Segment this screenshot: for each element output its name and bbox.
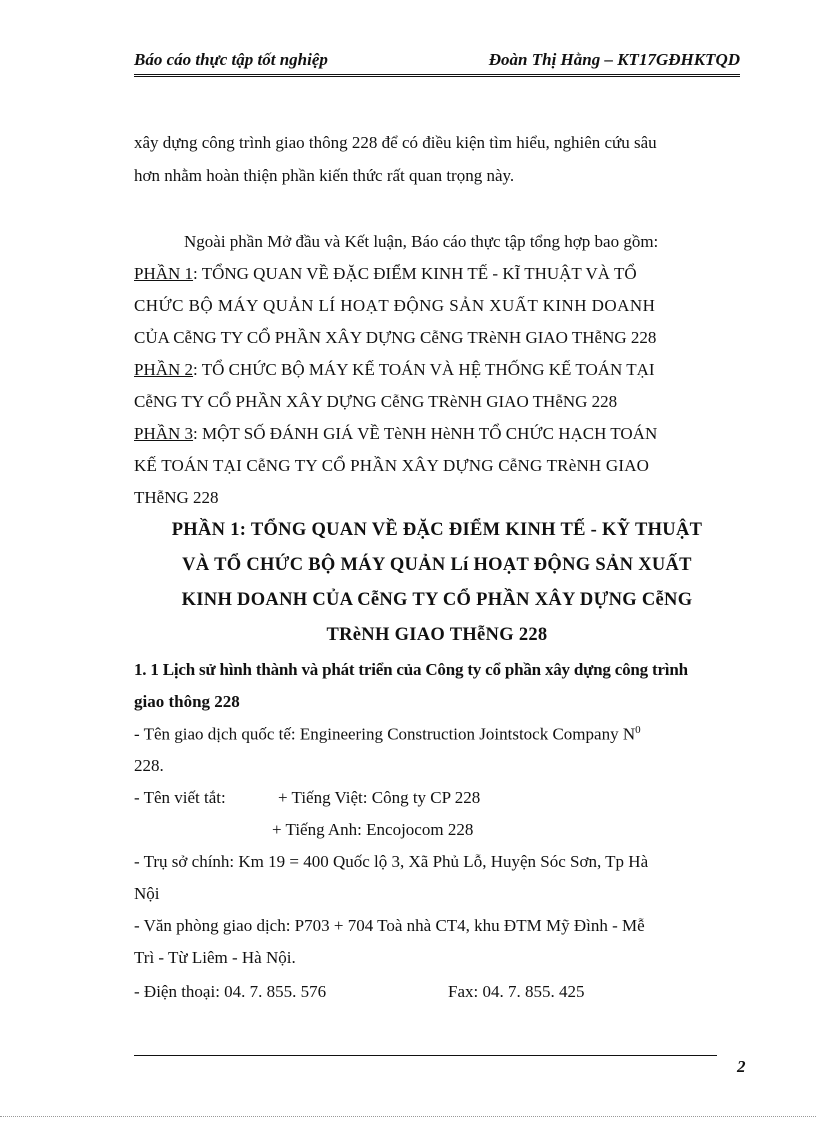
headquarters-line-1: - Trụ sở chính: Km 19 = 400 Quốc lộ 3, Xã Phủ Lỗ, Huyện Sóc Sơn, Tp Hà xyxy=(134,852,649,871)
headquarters-line-2: Nội xyxy=(134,884,160,903)
abbr-label: - Tên viết tắt: xyxy=(134,788,226,807)
phone-number: - Điện thoại: 04. 7. 855. 576 xyxy=(134,982,327,1001)
outline-part1-line3: CỦA CễNG TY CỔ PHẦN XÂY DỰNG CễNG TRèNH GIAO THễNG 228 xyxy=(134,328,657,347)
page-number: 2 xyxy=(737,1057,746,1076)
intl-name-superscript: 0 xyxy=(635,724,641,736)
office-line-1: - Văn phòng giao dịch: P703 + 704 Toà nhà CT4, khu ĐTM Mỹ Đình - Mễ xyxy=(134,916,645,935)
intro-line-1: xây dựng công trình giao thông 228 để có điều kiện tìm hiểu, nghiên cứu sâu xyxy=(134,133,657,152)
outline-lead: Ngoài phần Mở đầu và Kết luận, Báo cáo thực tập tổng hợp bao gồm: xyxy=(184,232,659,251)
abbr-english: + Tiếng Anh: Encojocom 228 xyxy=(272,820,474,839)
part3-label: PHẦN 3 xyxy=(134,424,194,443)
intl-name-line-2: 228. xyxy=(134,756,164,775)
office-line-2: Trì - Từ Liêm - Hà Nội. xyxy=(134,948,296,967)
page-bottom-border xyxy=(0,1116,816,1117)
running-header xyxy=(134,48,740,77)
abbr-vietnamese: + Tiếng Việt: Công ty CP 228 xyxy=(278,788,481,807)
chapter-heading-line-4: TRèNH GIAO THễNG 228 xyxy=(326,625,548,645)
outline-part2-line1: PHẦN 2: TỔ CHỨC BỘ MÁY KẾ TOÁN VÀ HỆ THỐNG KẾ TOÁN TẠI xyxy=(134,360,655,379)
chapter-heading-line-3: KINH DOANH CỦA CễNG TY CỔ PHẦN XÂY DỰNG CễNG xyxy=(181,590,693,610)
fax-number: Fax: 04. 7. 855. 425 xyxy=(448,982,585,1001)
outline-part1-line2: CHỨC BỘ MÁY QUẢN LÍ HOẠT ĐỘNG SẢN XUẤT KINH DOANH xyxy=(134,296,656,315)
outline-part3-line2: KẾ TOÁN TẠI CễNG TY CỔ PHẦN XÂY DỰNG CễNG TRèNH GIAO xyxy=(134,456,650,475)
outline-part1-line1: PHẦN 1: TỔNG QUAN VỀ ĐẶC ĐIỂM KINH TẾ - KĨ THUẬT VÀ TỔ xyxy=(134,264,637,283)
outline-part2-line2: CễNG TY CỔ PHẦN XÂY DỰNG CễNG TRèNH GIAO THễNG 228 xyxy=(134,392,618,411)
outline-part3-line1: PHẦN 3: MỘT SỐ ĐÁNH GIÁ VỀ TèNH HèNH TỔ CHỨC HẠCH TOÁN xyxy=(134,424,658,443)
part2-label: PHẦN 2 xyxy=(134,360,194,379)
outline-part3-line3: THễNG 228 xyxy=(134,488,219,507)
footer-rule xyxy=(134,1055,717,1056)
header-author: Đoàn Thị Hằng – KT17GĐHKTQD xyxy=(488,50,740,69)
section-title-line-1: 1. 1 Lịch sử hình thành và phát triển của Công ty cổ phần xây dựng công trình xyxy=(134,660,688,679)
intro-line-2: hơn nhằm hoàn thiện phần kiến thức rất quan trọng này. xyxy=(134,166,515,185)
part1-label: PHẦN 1 xyxy=(134,264,194,283)
section-title-line-2: giao thông 228 xyxy=(134,692,240,711)
intl-name-line-1: - Tên giao dịch quốc tế: Engineering Construction Jointstock Company $N^0$ xyxy=(134,724,641,744)
header-report-title: Báo cáo thực tập tốt nghiệp xyxy=(134,50,328,69)
chapter-heading-line-1: PHẦN 1: TỔNG QUAN VỀ ĐẶC ĐIỂM KINH TẾ - KỸ THUẬT xyxy=(171,520,703,540)
chapter-heading-line-2: VÀ TỔ CHỨC BỘ MÁY QUẢN Lí HOẠT ĐỘNG SẢN XUẤT xyxy=(182,555,692,575)
